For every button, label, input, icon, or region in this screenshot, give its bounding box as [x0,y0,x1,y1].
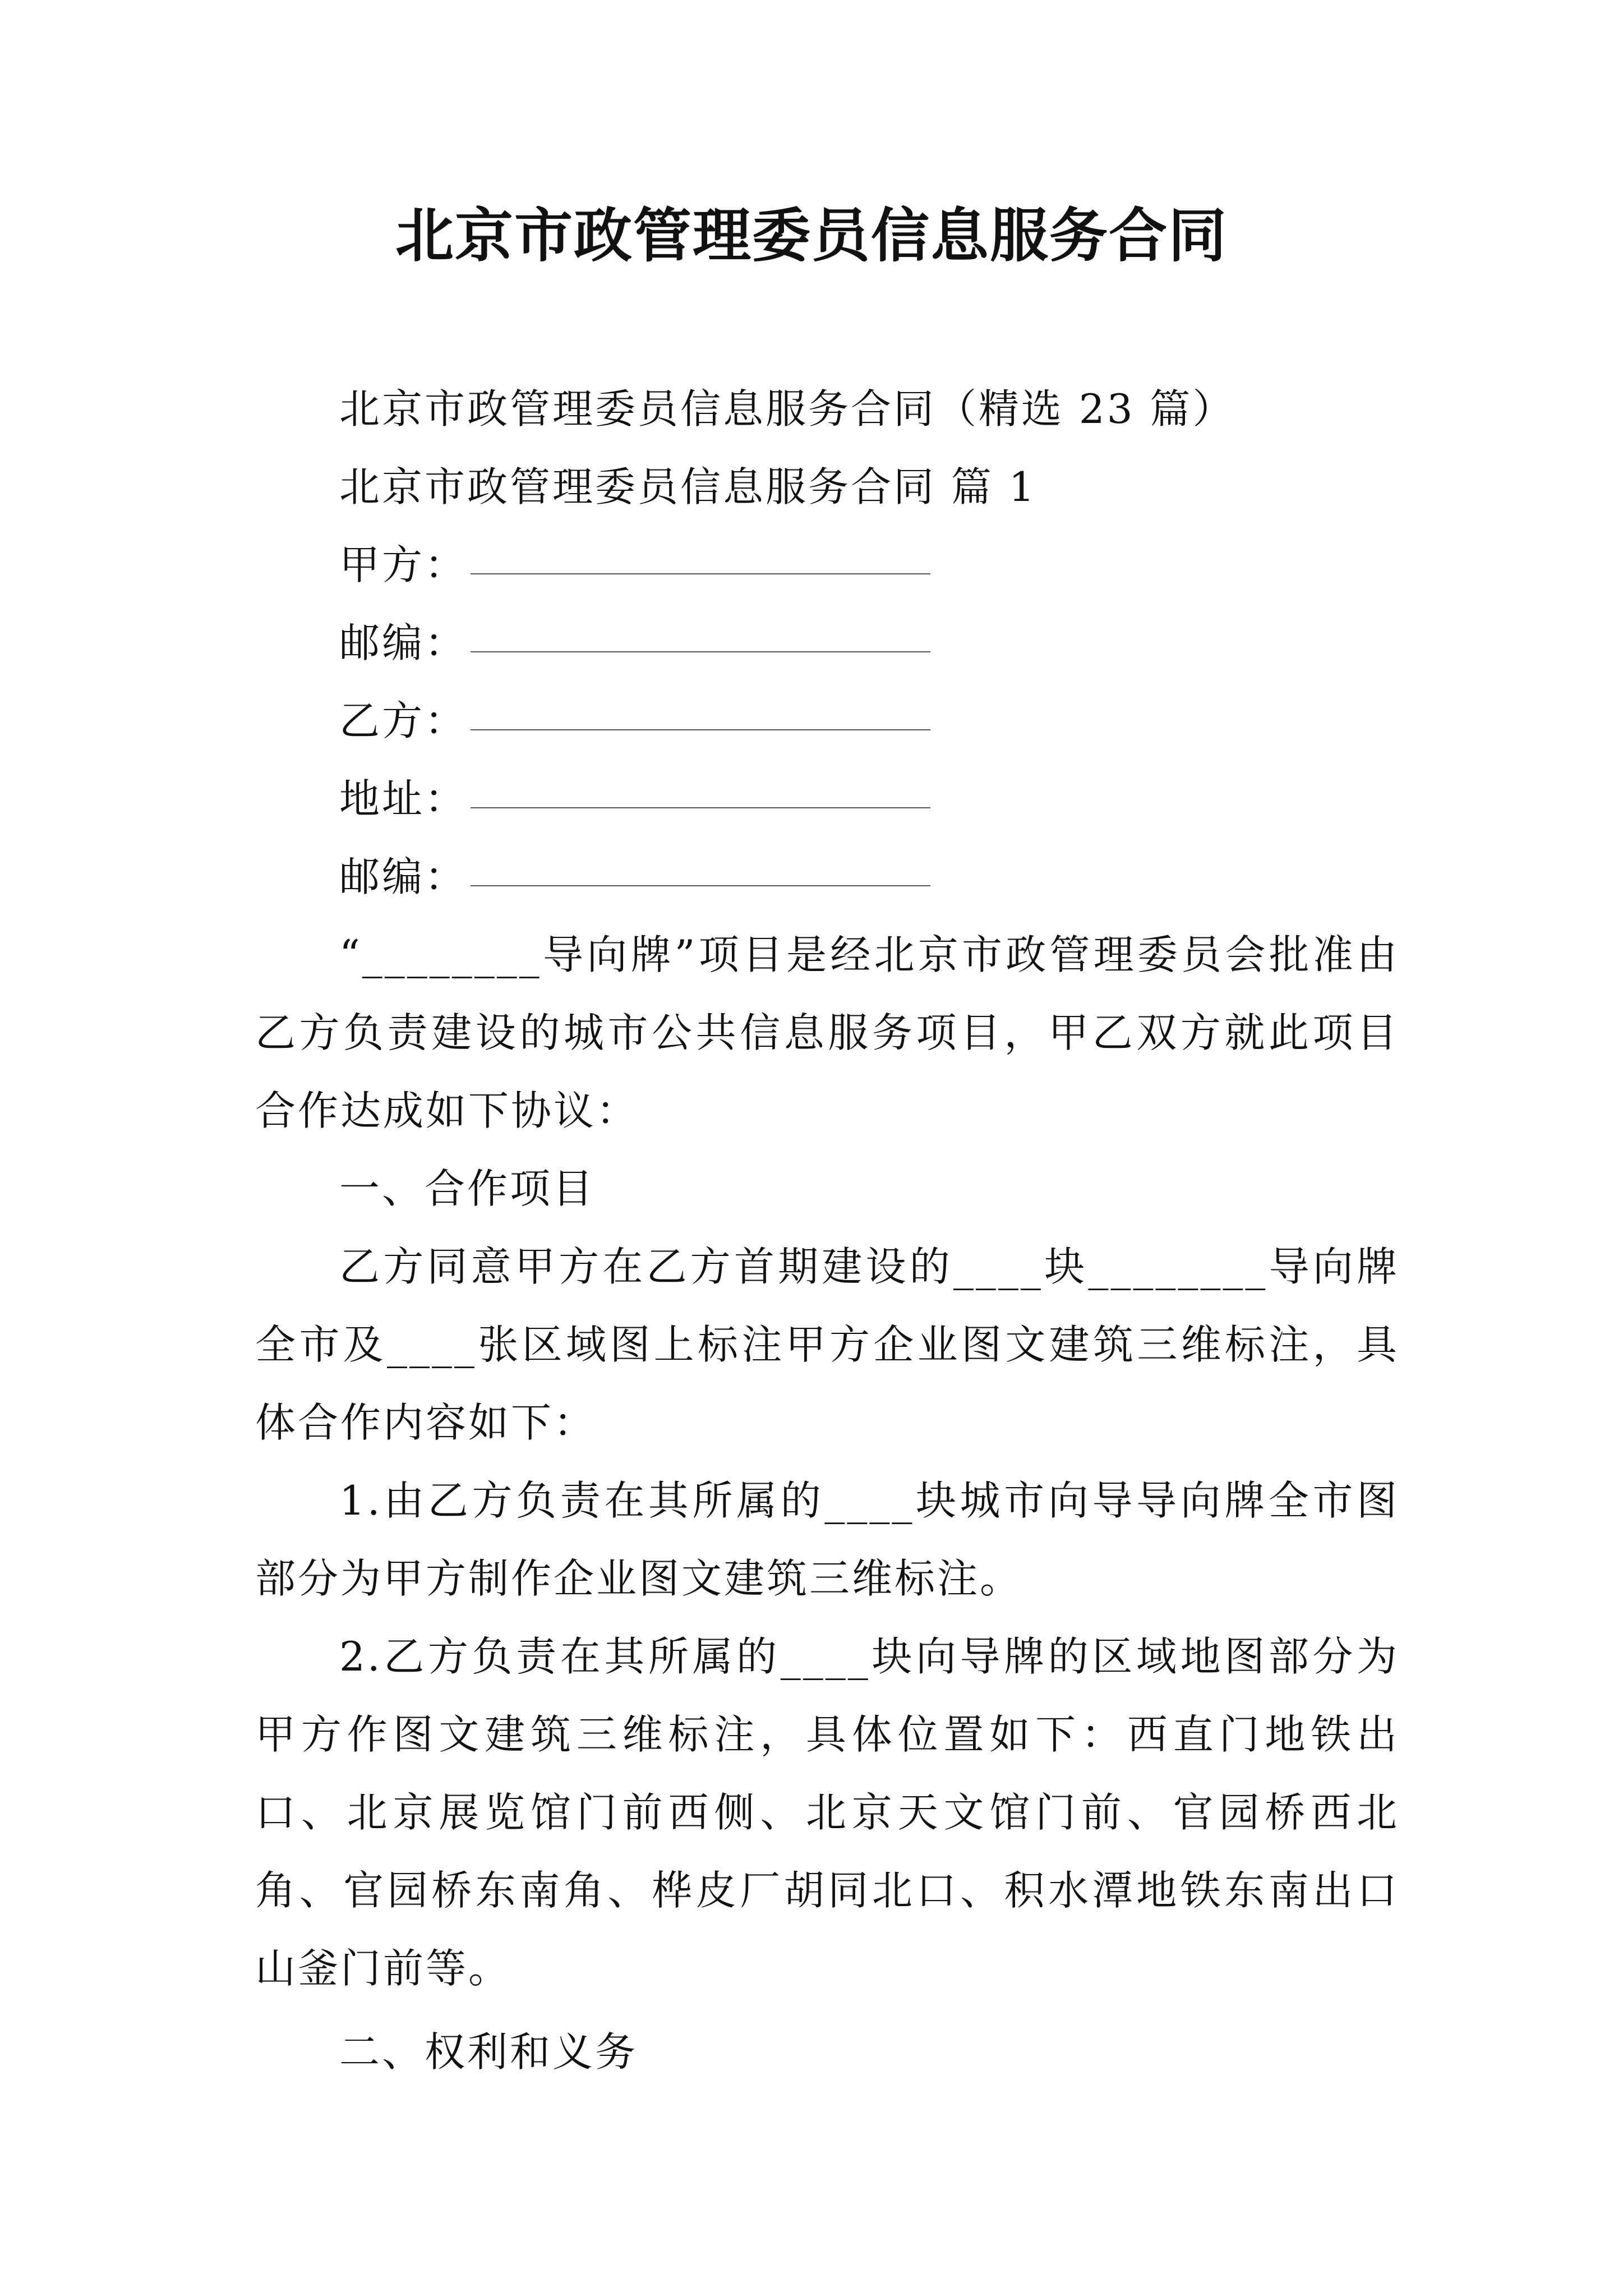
heading-cooperation: 一、合作项目 [339,1165,596,1212]
blank-line [471,885,930,886]
intro-paragraph: “________导向牌”项目是经北京市政管理委员会批准由乙方负责建设的城市公共信息服务项目，甲乙双方就此项目合作达成如下协议： [255,931,1399,1134]
spacer [255,2008,1399,2013]
blank-line [471,651,930,652]
blank-line [471,573,930,574]
clause-item-2: 2.乙方负责在其所属的____块向导牌的区域地图部分为甲方作图文建筑三维标注，具体位置如下：西直门地铁出口、北京展览馆门前西侧、北京天文馆门前、官园桥西北角、官园桥东南角、桦皮厂胡同北口、积水潭地铁东南出口山釜门前等。 [255,1633,1399,1992]
cooperation-paragraph: 乙方同意甲方在乙方首期建设的____块________导向牌全市及____张区域图上标注甲方企业图文建筑三维标注，具体合作内容如下： [255,1243,1399,1446]
field-label: 乙方： [339,697,468,744]
blank-line [471,729,930,730]
field-party-a [255,526,1399,604]
clause-item-1: 1.由乙方负责在其所属的____块城市向导导向牌全市图部分为甲方制作企业图文建筑三维标注。 [255,1477,1399,1602]
field-postcode-a [255,604,1399,682]
section-heading: 北京市政管理委员信息服务合同 篇 1 [339,463,1037,510]
field-address [255,760,1399,838]
field-label: 地址： [339,775,468,822]
field-postcode-b [255,838,1399,916]
document-title: 北京市政管理委员信息服务合同 [395,201,1228,270]
field-label: 邮编： [339,619,468,666]
document-body [255,370,1399,2091]
field-label: 邮编： [339,853,468,900]
field-label: 甲方： [339,541,468,588]
field-party-b [255,682,1399,760]
document-subtitle: 北京市政管理委员信息服务合同（精选 23 篇） [339,385,1235,432]
heading-rights: 二、权利和义务 [339,2028,638,2076]
blank-line [471,807,930,808]
